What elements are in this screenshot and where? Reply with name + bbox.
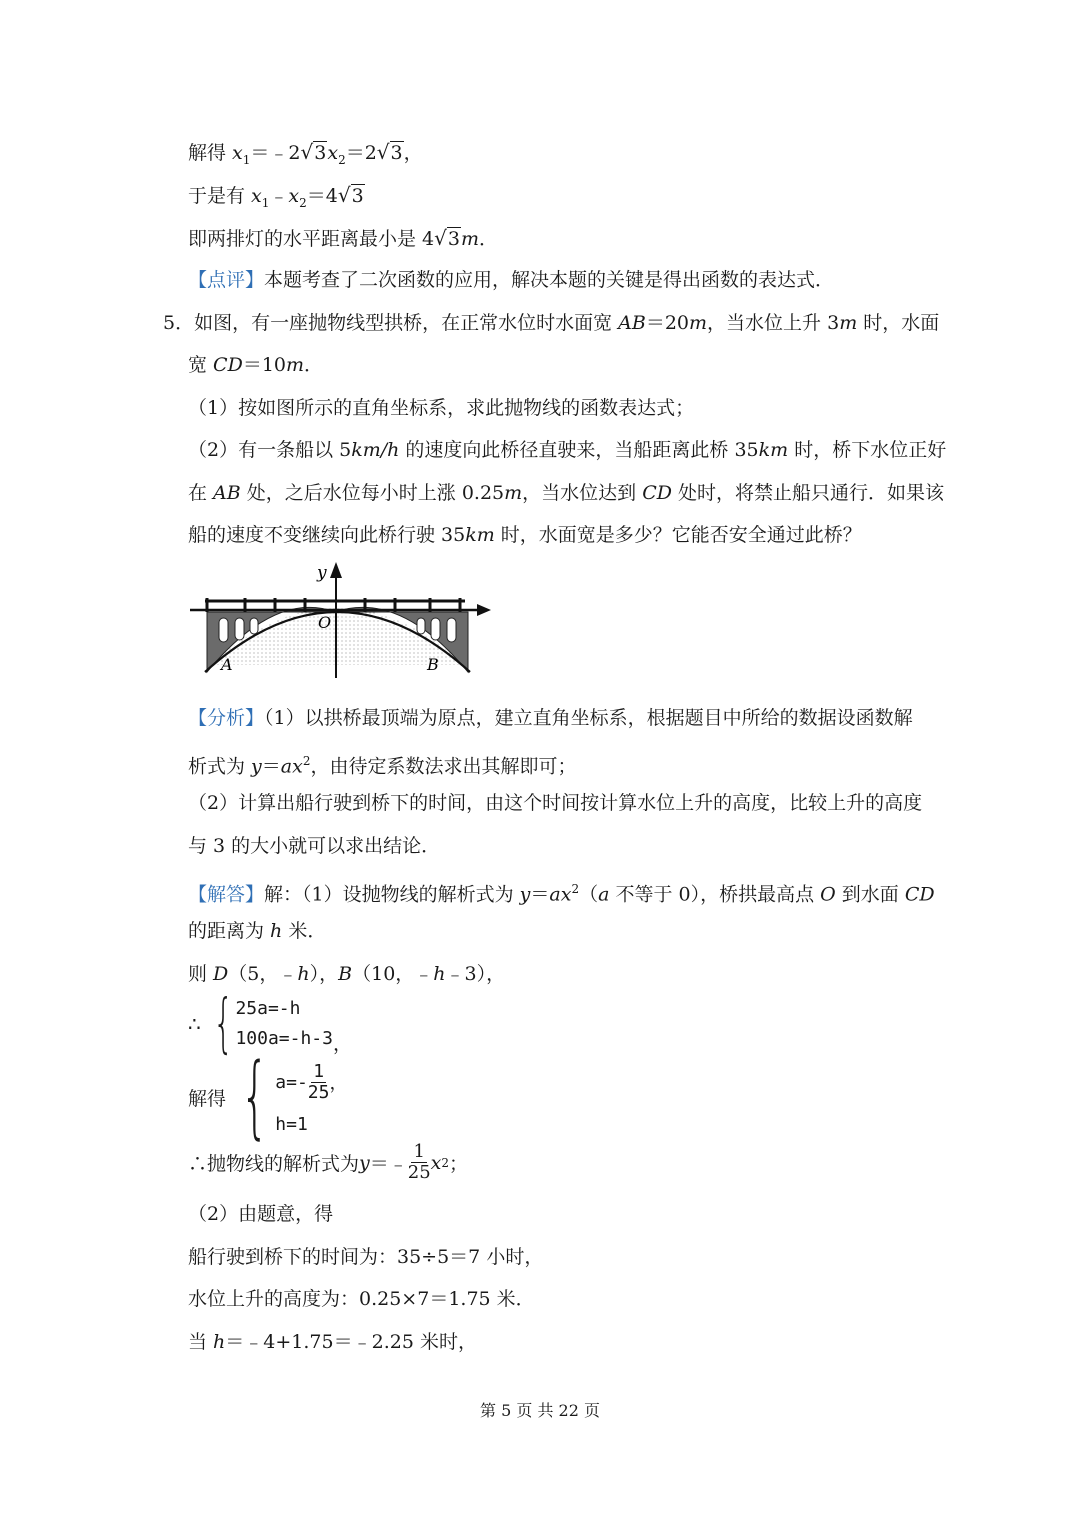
question-1: （1）按如图所示的直角坐标系，求此抛物线的函数表达式；	[188, 397, 695, 419]
arch-window	[431, 618, 440, 640]
fraction: $\frac{1}{25}$	[407, 1141, 431, 1183]
equation-system-2: 解得 { a=- $\frac{1}{25}$ ， h=1	[188, 1044, 348, 1149]
page-footer: 第 5 页 共 22 页	[480, 1401, 600, 1420]
solution-line: 船行驶到桥下的时间为：35÷5＝7 小时，	[188, 1246, 544, 1268]
solution-line: 则 D（5，﹣h），B（10，﹣h﹣3），	[188, 963, 506, 985]
analysis-line: 析式为 $y=ax^2$，由待定系数法求出其解即可；	[188, 754, 577, 778]
analysis-line: （2）计算出船行驶到桥下的时间，由这个时间按计算水位上升的高度，比较上升的高度	[188, 792, 923, 814]
text-line: 于是有 $x_1﹣x_2=4√3$	[188, 183, 364, 210]
point-b-label: B	[427, 655, 439, 674]
solution-line: 水位上升的高度为：0.25×7＝1.75 米．	[188, 1288, 535, 1310]
y-axis-arrow	[330, 562, 342, 578]
problem-line: 宽 CD＝10m．	[188, 354, 324, 376]
question-2-cont: 船的速度不变继续向此桥行驶 35km 时，水面宽是多少？它能否安全通过此桥？	[188, 524, 862, 546]
analysis-tag: 【分析】	[188, 707, 265, 729]
problem-line: 5．如图，有一座抛物线型拱桥，在正常水位时水面宽 AB＝20m，当水位上升 3m 时，水面	[163, 312, 940, 334]
comment-line: 【点评】本题考查了二次函数的应用，解决本题的关键是得出函数的表达式．	[188, 269, 835, 291]
point-a-label: A	[221, 655, 233, 674]
sqrt: √3	[376, 140, 403, 164]
bridge-figure	[185, 560, 495, 680]
comment-tag: 【点评】	[188, 269, 265, 291]
fraction: $\frac{1}{25}$	[307, 1060, 330, 1103]
question-2-cont: 在 AB 处，之后水位每小时上涨 0.25m，当水位达到 CD 处时，将禁止船只通行．如果该	[188, 482, 945, 504]
sqrt: √3	[300, 140, 327, 164]
solution-line: 当 h＝﹣4+1.75＝﹣2.25 米时，	[188, 1331, 477, 1353]
result-line: ∴抛物线的解析式为 y ＝﹣ $\frac{1}{25}$ x 2 ；	[188, 1141, 469, 1183]
y-label: y	[317, 563, 327, 583]
analysis-line: 与 3 的大小就可以求出结论．	[188, 835, 441, 857]
solution-tag: 【解答】	[188, 883, 265, 906]
sqrt: √3	[434, 226, 460, 250]
solution-line: 的距离为 h 米．	[188, 920, 327, 942]
solution-line: （2）由题意，得	[188, 1203, 334, 1225]
arch-window	[219, 618, 228, 642]
analysis-line: 【分析】（1）以拱桥最顶端为原点，建立直角坐标系，根据题目中所给的数据设函数解	[188, 707, 913, 729]
arch-window	[417, 618, 425, 634]
text-line: 即两排灯的水平距离最小是 4√3m．	[188, 226, 499, 250]
equation-system-1: ∴ { 25a=-h 100a=-h-3 ，	[188, 987, 353, 1061]
origin-label: O	[318, 613, 332, 632]
problem-number: 5．	[163, 312, 195, 334]
arch-window	[447, 618, 456, 642]
text-line: 解得 $x_1=﹣2√3x_2=2√3$，	[188, 140, 423, 167]
sqrt: √3	[337, 183, 364, 207]
arch-window	[235, 618, 244, 640]
solution-line: 【解答】解：（1）设抛物线的解析式为 $y=ax^2(a$ 不等于 0），桥拱最高点 O 到水面 CD	[188, 882, 935, 906]
arch-window	[250, 618, 258, 634]
question-2: （2）有一条船以 5km/h 的速度向此桥径直驶来，当船距离此桥 35km 时，桥下水位正好	[188, 439, 947, 461]
x-axis-arrow	[477, 604, 491, 616]
